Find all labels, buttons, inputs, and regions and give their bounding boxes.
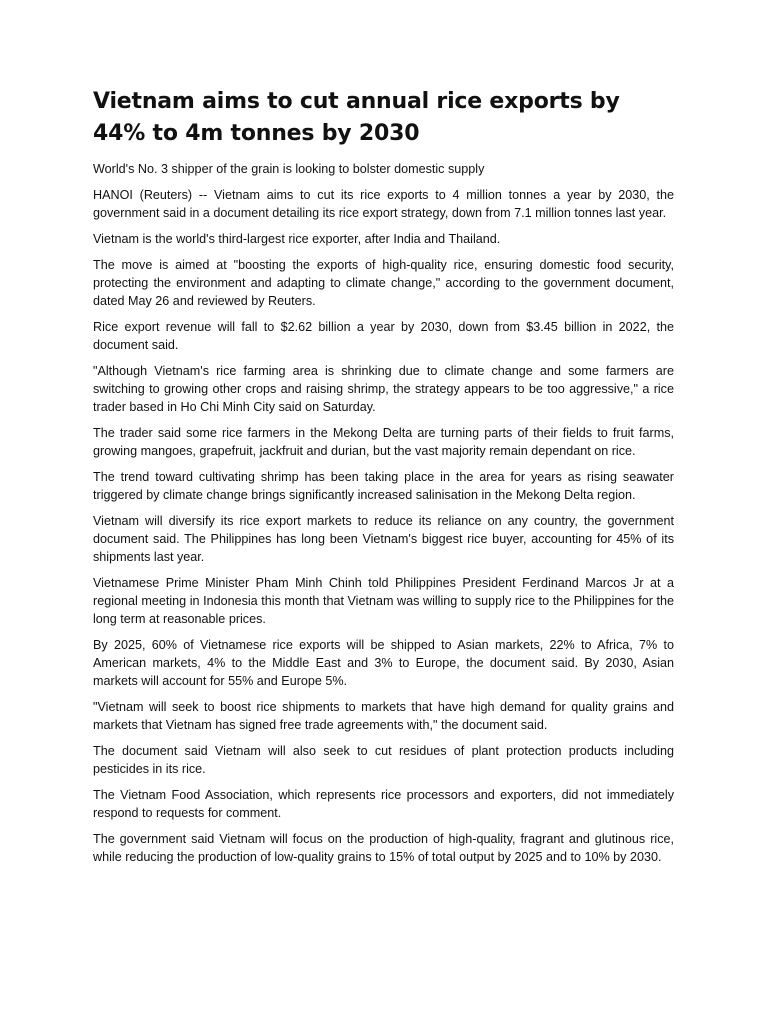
- article-paragraph: Vietnam will diversify its rice export markets to reduce its reliance on any country, the government document said. The Philippines has long been Vietnam's biggest rice buyer, accounting for 45% of its shipments last year.: [93, 514, 674, 564]
- article-title: Vietnam aims to cut annual rice exports by 44% to 4m tonnes by 2030: [93, 89, 620, 146]
- article-paragraph: HANOI (Reuters) -- Vietnam aims to cut its rice exports to 4 million tonnes a year by 2030, the government said in a document detailing its rice export strategy, down from 7.1 million tonnes last year.: [93, 188, 674, 220]
- article-paragraph: The government said Vietnam will focus on the production of high-quality, fragrant and glutinous rice, while reducing the production of low-quality grains to 15% of total output by 2025 and to 10% by 2030.: [93, 832, 674, 864]
- article-paragraph: The document said Vietnam will also seek to cut residues of plant protection products including pesticides in its rice.: [93, 744, 674, 776]
- article-page: [93, 86, 674, 874]
- article-subtitle: World's No. 3 shipper of the grain is looking to bolster domestic supply: [93, 162, 485, 176]
- article-paragraph: Vietnamese Prime Minister Pham Minh Chinh told Philippines President Ferdinand Marcos Jr at a regional meeting in Indonesia this month that Vietnam was willing to supply rice to the Philippines for the long term at reasonable prices.: [93, 576, 674, 626]
- article-paragraph: "Vietnam will seek to boost rice shipments to markets that have high demand for quality grains and markets that Vietnam has signed free trade agreements with," the document said.: [93, 700, 674, 732]
- article-paragraph: The trader said some rice farmers in the Mekong Delta are turning parts of their fields to fruit farms, growing mangoes, grapefruit, jackfruit and durian, but the vast majority remain dependant on rice.: [93, 426, 674, 458]
- article-paragraph: The trend toward cultivating shrimp has been taking place in the area for years as rising seawater triggered by climate change brings significantly increased salinisation in the Mekong Delta region.: [93, 470, 674, 502]
- article-paragraph: Rice export revenue will fall to $2.62 billion a year by 2030, down from $3.45 billion in 2022, the document said.: [93, 320, 674, 352]
- article-paragraph: By 2025, 60% of Vietnamese rice exports will be shipped to Asian markets, 22% to Africa, 7% to American markets, 4% to the Middle East and 3% to Europe, the document said. By 2030, Asian markets will account for 55% and Europe 5%.: [93, 638, 674, 688]
- article-paragraph: Vietnam is the world's third-largest rice exporter, after India and Thailand.: [93, 232, 501, 246]
- article-paragraph: "Although Vietnam's rice farming area is shrinking due to climate change and some farmers are switching to growing other crops and raising shrimp, the strategy appears to be too aggressive," a rice trader based in Ho Chi Minh City said on Saturday.: [93, 364, 674, 414]
- article-paragraph: The move is aimed at "boosting the exports of high-quality rice, ensuring domestic food security, protecting the environment and adapting to climate change," according to the government document, dated May 26 and reviewed by Reuters.: [93, 258, 674, 308]
- article-paragraph: The Vietnam Food Association, which represents rice processors and exporters, did not immediately respond to requests for comment.: [93, 788, 674, 820]
